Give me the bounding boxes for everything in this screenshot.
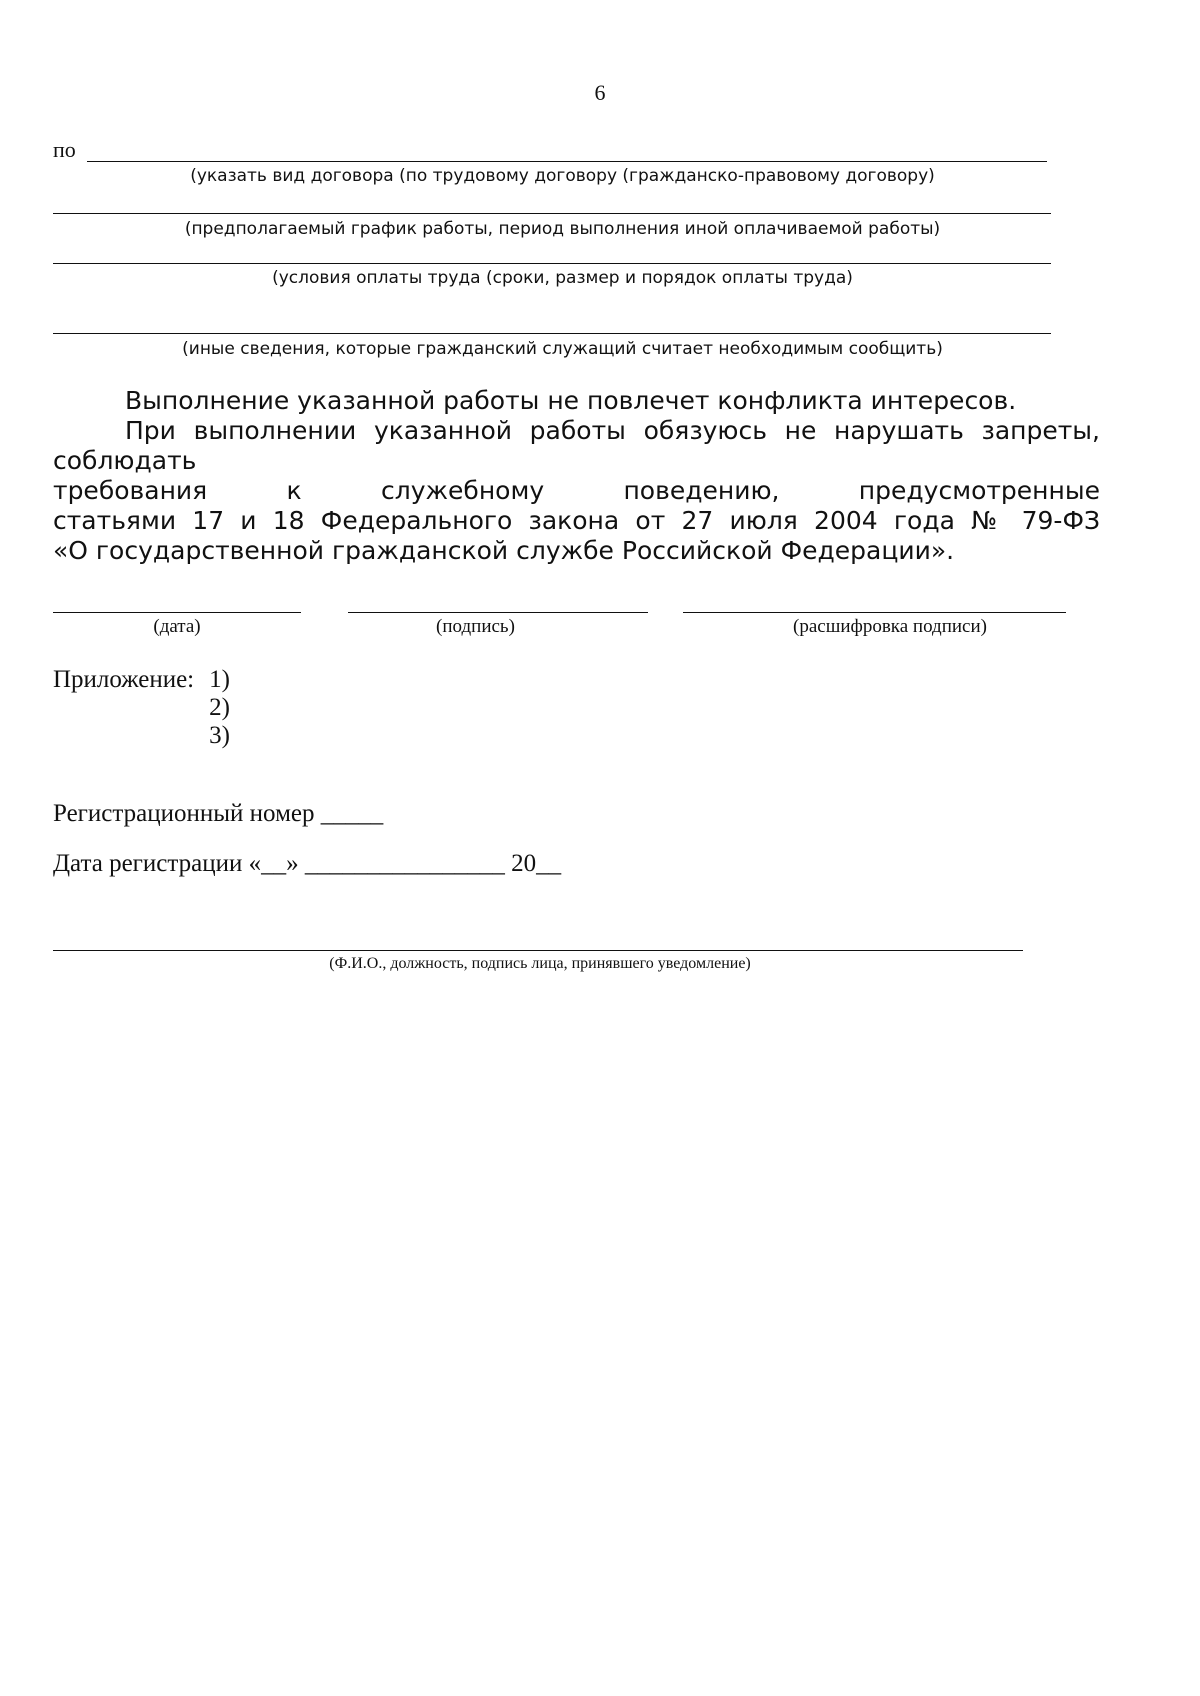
registration-number-label: Регистрационный номер <box>53 800 315 827</box>
signature-caption: (подпись) <box>436 616 515 637</box>
signature-decoding-caption: (расшифровка подписи) <box>793 616 987 637</box>
appendix-item-1: 1) <box>209 666 230 693</box>
contract-type-line[interactable] <box>87 161 1047 162</box>
po-label: по <box>53 137 76 162</box>
registration-date-blank[interactable]: ________________ <box>304 850 505 877</box>
registration-date-label: Дата регистрации «__» <box>53 850 299 877</box>
payment-caption: (условия оплаты труда (сроки, размер и порядок оплаты труда) <box>272 268 853 288</box>
statement-paragraph-2-line-2: требования к служебному поведению, предусмотренные <box>53 476 1100 505</box>
registration-date-row <box>53 850 561 878</box>
signature-decoding-line[interactable] <box>683 612 1066 613</box>
registration-year[interactable]: 20__ <box>511 850 562 877</box>
statement-paragraph-2-line-1: При выполнении указанной работы обязуюсь не нарушать запреты, соблюдать <box>53 416 1100 475</box>
signature-line[interactable] <box>348 612 648 613</box>
other-info-line[interactable] <box>53 333 1051 334</box>
receiver-caption: (Ф.И.О., должность, подпись лица, принявшего уведомление) <box>329 955 751 972</box>
statement-paragraph-1: Выполнение указанной работы не повлечет конфликта интересов. <box>125 386 1017 415</box>
appendix-item-3: 3) <box>209 722 230 749</box>
schedule-caption: (предполагаемый график работы, период выполнения иной оплачиваемой работы) <box>184 219 941 239</box>
receiver-line[interactable] <box>53 950 1023 951</box>
appendix-label: Приложение: <box>53 666 195 693</box>
schedule-line[interactable] <box>53 213 1051 214</box>
date-caption: (дата) <box>153 616 201 637</box>
page-number: 6 <box>594 80 606 105</box>
statement-paragraph-2-line-3: статьями 17 и 18 Федерального закона от 27 июля 2004 года № 79-ФЗ <box>53 506 1100 535</box>
registration-number-row <box>53 800 383 828</box>
contract-type-caption: (указать вид договора (по трудовому договору (гражданско-правовому договору) <box>190 166 935 186</box>
other-info-caption: (иные сведения, которые гражданский служащий считает необходимым сообщить) <box>182 339 943 359</box>
payment-line[interactable] <box>53 263 1051 264</box>
date-line[interactable] <box>53 612 301 613</box>
statement-block <box>53 386 1100 566</box>
registration-number-blank[interactable]: _____ <box>320 800 384 827</box>
statement-paragraph-2-line-4: «О государственной гражданской службе Российской Федерации». <box>53 536 955 565</box>
appendix-item-2: 2) <box>209 694 230 721</box>
